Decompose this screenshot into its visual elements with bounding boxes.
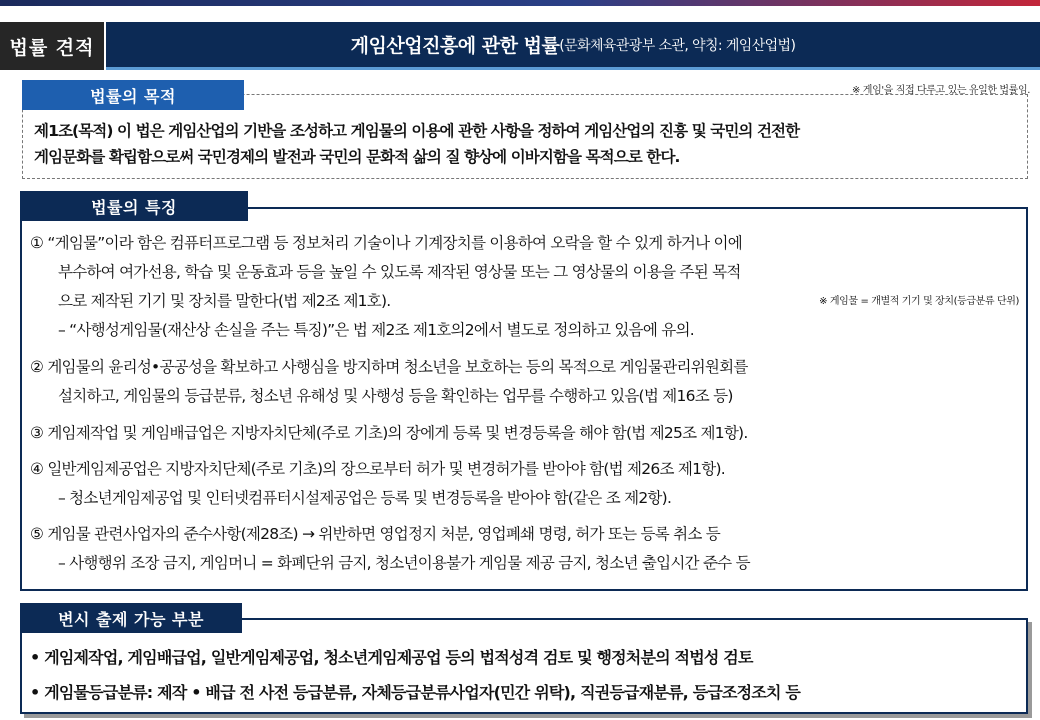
feature-item-4 (30, 455, 1025, 513)
title-bar (106, 22, 1040, 70)
category-tag: 법률 견적 (0, 22, 104, 70)
feature-item-2 (30, 353, 1025, 411)
exam-item: • 게임물등급분류: 제작 • 배급 전 사전 등급분류, 자체등급분류사업자(민간 위탁), 직권등급재분류, 등급조정조치 등 (30, 683, 801, 702)
page-title: 게임산업진흥에 관한 법률 (350, 35, 560, 57)
page-header (0, 22, 1040, 70)
feature-text: ① “게임물”이라 함은 컴퓨터프로그램 등 정보처리 기술이나 기계장치를 이용하여 오락을 할 수 있게 하거나 이에 (30, 234, 742, 252)
purpose-section-label: 법률의 목적 (22, 80, 244, 110)
feature-text: 설치하고, 게임물의 등급분류, 청소년 유해성 및 사행성 등을 확인하는 업무를 수행하고 있음(법 제16조 등) (58, 387, 733, 405)
feature-text: ④ 일반게임제공업은 지방자치단체(주로 기초)의 장으로부터 허가 및 변경허가를 받아야 함(법 제26조 제1항). (30, 460, 725, 478)
purpose-line: 제1조(목적) 이 법은 게임산업의 기반을 조성하고 게임물의 이용에 관한 사항을 정하여 게임산업의 진흥 및 국민의 건전한 (34, 122, 800, 140)
feature-text-with-note (30, 287, 1025, 316)
feature-text: ⑤ 게임물 관련사업자의 준수사항(제28조) → 위반하면 영업정지 처분, 영업폐쇄 명령, 허가 또는 등록 취소 등 (30, 525, 720, 543)
feature-item-3 (30, 419, 1025, 448)
page-subtitle: (문화체육관광부 소관, 약칭: 게임산업법) (559, 37, 796, 54)
feature-text: ② 게임물의 윤리성•공공성을 확보하고 사행심을 방지하며 청소년을 보호하는 등의 목적으로 게임물관리위원회를 (30, 358, 748, 376)
feature-note: ※ 게임물 = 개별적 기기 및 장치(등급분류 단위) (819, 296, 1019, 307)
feature-text: 으로 제작된 기기 및 장치를 말한다(법 제2조 제1호). (58, 292, 391, 310)
feature-text: ③ 게임제작업 및 게임배급업은 지방자치단체(주로 기초)의 장에게 등록 및 변경등록을 해야 함(법 제25조 제1항). (30, 424, 748, 442)
feature-item-5 (30, 520, 1025, 578)
purpose-line: 게임문화를 확립함으로써 국민경제의 발전과 국민의 문화적 삶의 질 향상에 이바지함을 목적으로 한다. (34, 148, 680, 166)
feature-subpoint: – 청소년게임제공업 및 인터넷컴퓨터시설제공업은 등록 및 변경등록을 받아야 함(같은 조 제2항). (58, 489, 672, 507)
purpose-note: ※ 게임'을 직접 다루고 있는 유일한 법률임. (852, 85, 1030, 96)
exam-section-label: 변시 출제 가능 부분 (20, 603, 242, 633)
feature-item-1 (30, 229, 1025, 345)
top-accent-stripe (0, 0, 1040, 6)
features-section-label: 법률의 특징 (20, 191, 248, 221)
purpose-text (34, 118, 1024, 170)
feature-subpoint: – 사행행위 조장 금지, 게임머니 = 화폐단위 금지, 청소년이용불가 게임물 제공 금지, 청소년 출입시간 준수 등 (58, 554, 750, 572)
feature-text: 부수하여 여가선용, 학습 및 운동효과 등을 높일 수 있도록 제작된 영상물 또는 그 영상물의 이용을 주된 목적 (58, 263, 741, 281)
exam-item: • 게임제작업, 게임배급업, 일반게임제공업, 청소년게임제공업 등의 법적성격 검토 및 행정처분의 적법성 검토 (30, 648, 753, 667)
feature-subpoint: – “사행성게임물(재산상 손실을 주는 특징)”은 법 제2조 제1호의2에서 별도로 정의하고 있음에 유의. (58, 321, 694, 339)
